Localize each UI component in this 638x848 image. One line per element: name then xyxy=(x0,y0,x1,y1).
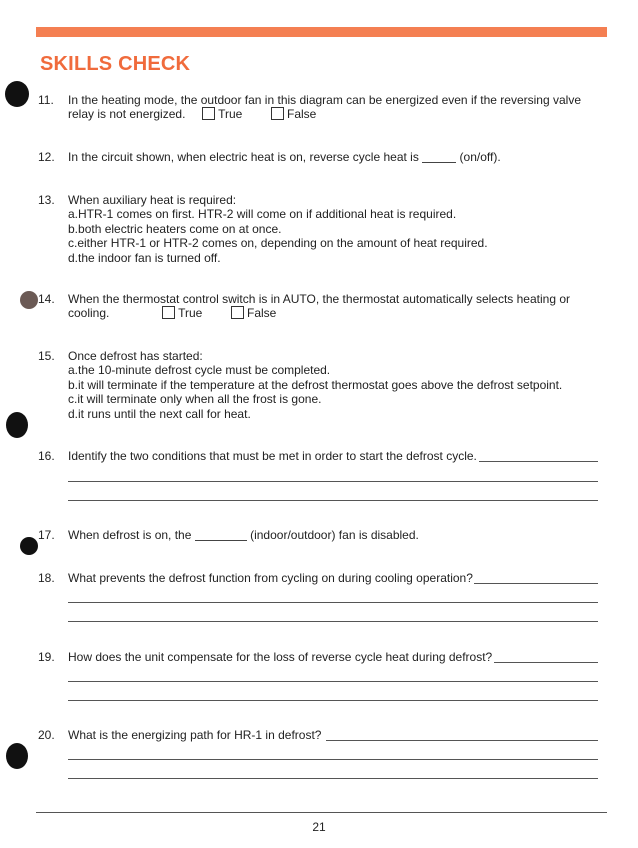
answer-line[interactable] xyxy=(68,481,598,482)
answer-option[interactable]: d.it runs until the next call for heat. xyxy=(68,406,251,421)
page-number: 21 xyxy=(312,820,326,834)
question-text: Identify the two conditions that must be met in order to start the defrost cycle. xyxy=(68,449,477,463)
header-band xyxy=(36,27,607,37)
binder-hole xyxy=(6,412,28,438)
answer-line[interactable] xyxy=(494,662,598,663)
answer-line[interactable] xyxy=(474,583,598,584)
question-number: 17. xyxy=(38,528,55,542)
answer-line[interactable] xyxy=(68,500,598,501)
false-checkbox[interactable] xyxy=(271,107,284,120)
false-checkbox[interactable] xyxy=(231,306,244,319)
question-text: relay is not energized. xyxy=(68,107,186,122)
question-text: (indoor/outdoor) fan is disabled. xyxy=(250,528,419,542)
question-text: (on/off). xyxy=(459,150,501,164)
answer-option[interactable]: d.the indoor fan is turned off. xyxy=(68,250,221,265)
question-number: 20. xyxy=(38,728,55,742)
question-number: 13. xyxy=(38,193,55,207)
question-number: 15. xyxy=(38,349,55,363)
question-text: How does the unit compensate for the loss of reverse cycle heat during defrost? xyxy=(68,650,493,664)
answer-line[interactable] xyxy=(68,700,598,701)
question-number: 19. xyxy=(38,650,55,664)
true-label: True xyxy=(178,306,203,321)
true-label: True xyxy=(218,107,243,122)
question-number: 11. xyxy=(38,93,54,107)
footer-rule xyxy=(36,812,607,813)
answer-blank[interactable] xyxy=(422,162,456,163)
question-text: What prevents the defrost function from cycling on during cooling operation? xyxy=(68,571,473,585)
answer-option[interactable]: b.both electric heaters come on at once. xyxy=(68,221,282,236)
binder-hole xyxy=(6,743,28,769)
answer-option[interactable]: c.it will terminate only when all the frost is gone. xyxy=(68,392,322,407)
answer-line[interactable] xyxy=(479,461,598,462)
answer-line[interactable] xyxy=(68,602,598,603)
answer-line[interactable] xyxy=(68,681,598,682)
question-text: In the heating mode, the outdoor fan in this diagram can be energized even if the reversing valve xyxy=(68,93,581,107)
question-number: 16. xyxy=(38,449,55,463)
false-label: False xyxy=(246,306,277,321)
binder-hole xyxy=(20,537,38,555)
question-text: When auxiliary heat is required: xyxy=(68,193,237,207)
answer-line[interactable] xyxy=(326,740,598,741)
question-number: 18. xyxy=(38,571,55,585)
question-number: 14. xyxy=(38,292,55,306)
false-label: False xyxy=(287,107,317,122)
true-checkbox[interactable] xyxy=(162,306,175,319)
question-text: When the thermostat control switch is in AUTO, the thermostat automatically selects heating or xyxy=(68,292,571,306)
answer-line[interactable] xyxy=(68,759,598,760)
question-number: 12. xyxy=(38,150,55,164)
answer-blank[interactable] xyxy=(195,540,247,541)
question-text: When defrost is on, the xyxy=(68,528,192,542)
question-text: cooling. xyxy=(68,306,110,321)
answer-option[interactable]: b.it will terminate if the temperature at the defrost thermostat goes above the defrost setpoint. xyxy=(68,377,563,392)
answer-line[interactable] xyxy=(68,778,598,779)
question-text: What is the energizing path for HR-1 in defrost? xyxy=(68,728,322,742)
question-text: Once defrost has started: xyxy=(68,349,203,363)
binder-hole xyxy=(20,291,38,309)
binder-hole xyxy=(5,81,29,107)
answer-line[interactable] xyxy=(68,621,598,622)
answer-option[interactable]: c.either HTR-1 or HTR-2 comes on, depending on the amount of heat required. xyxy=(68,236,488,251)
answer-option[interactable]: a.the 10-minute defrost cycle must be completed. xyxy=(68,363,331,378)
question-text: In the circuit shown, when electric heat is on, reverse cycle heat is xyxy=(68,150,419,164)
page-title: SKILLS CHECK xyxy=(40,53,191,75)
answer-option[interactable]: a.HTR-1 comes on first. HTR-2 will come on if additional heat is required. xyxy=(68,207,457,222)
true-checkbox[interactable] xyxy=(202,107,215,120)
